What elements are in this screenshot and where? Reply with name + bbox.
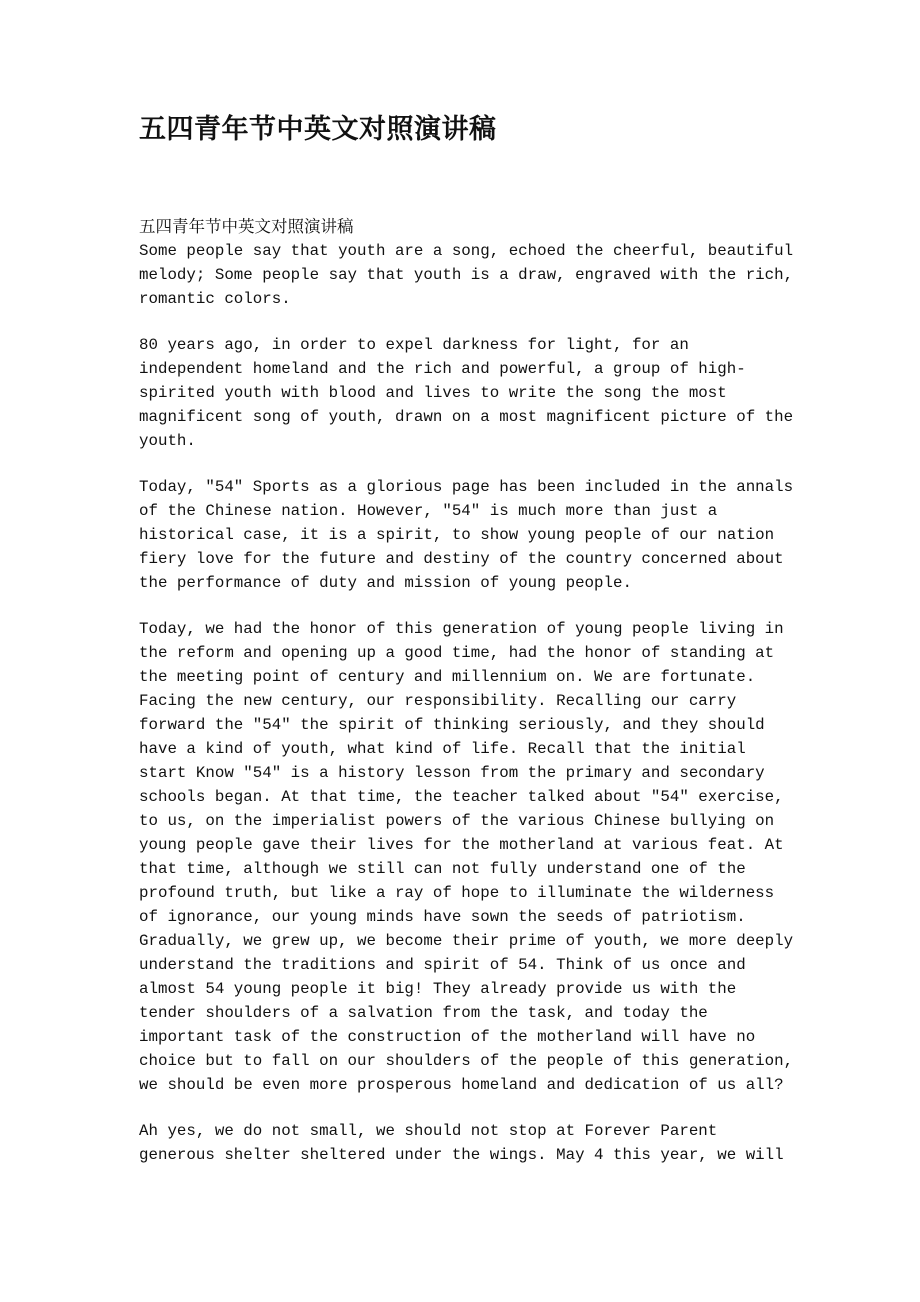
text-line: that time, although we still can not fully understand one of the	[139, 860, 746, 878]
text-line: spirited youth with blood and lives to write the song the most	[139, 384, 727, 402]
text-line: melody; Some people say that youth is a draw, engraved with the rich,	[139, 266, 794, 284]
text-line: Today, "54" Sports as a glorious page has been included in the annals	[139, 478, 794, 496]
text-line: have a kind of youth, what kind of life. Recall that the initial	[139, 740, 746, 758]
text-line: Facing the new century, our responsibility. Recalling our carry	[139, 692, 737, 710]
text-line: to us, on the imperialist powers of the various Chinese bullying on	[139, 812, 775, 830]
text-line: profound truth, but like a ray of hope to illuminate the wilderness	[139, 884, 775, 902]
text-line: young people gave their lives for the motherland at various feat. At	[139, 836, 784, 854]
document-title: 五四青年节中英文对照演讲稿	[139, 114, 497, 145]
text-line: Today, we had the honor of this generation of young people living in	[139, 620, 784, 638]
text-line: start Know "54" is a history lesson from the primary and secondary	[139, 764, 765, 782]
text-line: understand the traditions and spirit of 54. Think of us once and	[139, 956, 746, 974]
text-line: of ignorance, our young minds have sown the seeds of patriotism.	[139, 908, 746, 926]
text-line: the meeting point of century and millennium on. We are fortunate.	[139, 668, 756, 686]
text-line: youth.	[139, 432, 196, 450]
text-line: forward the "54" the spirit of thinking seriously, and they should	[139, 716, 765, 734]
text-line: Gradually, we grew up, we become their prime of youth, we more deeply	[139, 932, 794, 950]
text-line: the performance of duty and mission of young people.	[139, 574, 632, 592]
document-subtitle: 五四青年节中英文对照演讲稿	[139, 217, 354, 236]
text-line: almost 54 young people it big! They already provide us with the	[139, 980, 737, 998]
paragraph	[139, 239, 799, 311]
text-line: Some people say that youth are a song, echoed the cheerful, beautiful	[139, 242, 794, 260]
text-line: tender shoulders of a salvation from the task, and today the	[139, 1004, 708, 1022]
text-line: 80 years ago, in order to expel darkness for light, for an	[139, 336, 689, 354]
text-line: Ah yes, we do not small, we should not stop at Forever Parent	[139, 1122, 718, 1140]
text-line: of the Chinese nation. However, "54" is much more than just a	[139, 502, 718, 520]
paragraph	[139, 1119, 799, 1167]
text-line: choice but to fall on our shoulders of the people of this generation,	[139, 1052, 794, 1070]
text-line: the reform and opening up a good time, had the honor of standing at	[139, 644, 775, 662]
text-line: historical case, it is a spirit, to show young people of our nation	[139, 526, 775, 544]
text-line: important task of the construction of the motherland will have no	[139, 1028, 756, 1046]
paragraph	[139, 333, 799, 453]
paragraph	[139, 617, 799, 1097]
text-line: romantic colors.	[139, 290, 291, 308]
document-body	[139, 215, 799, 1189]
text-line: fiery love for the future and destiny of the country concerned about	[139, 550, 784, 568]
text-line: we should be even more prosperous homeland and dedication of us all?	[139, 1076, 784, 1094]
text-line: magnificent song of youth, drawn on a most magnificent picture of the	[139, 408, 794, 426]
text-line: schools began. At that time, the teacher talked about "54" exercise,	[139, 788, 784, 806]
text-line: independent homeland and the rich and powerful, a group of high-	[139, 360, 746, 378]
text-line: generous shelter sheltered under the wings. May 4 this year, we will	[139, 1146, 784, 1164]
paragraph	[139, 475, 799, 595]
